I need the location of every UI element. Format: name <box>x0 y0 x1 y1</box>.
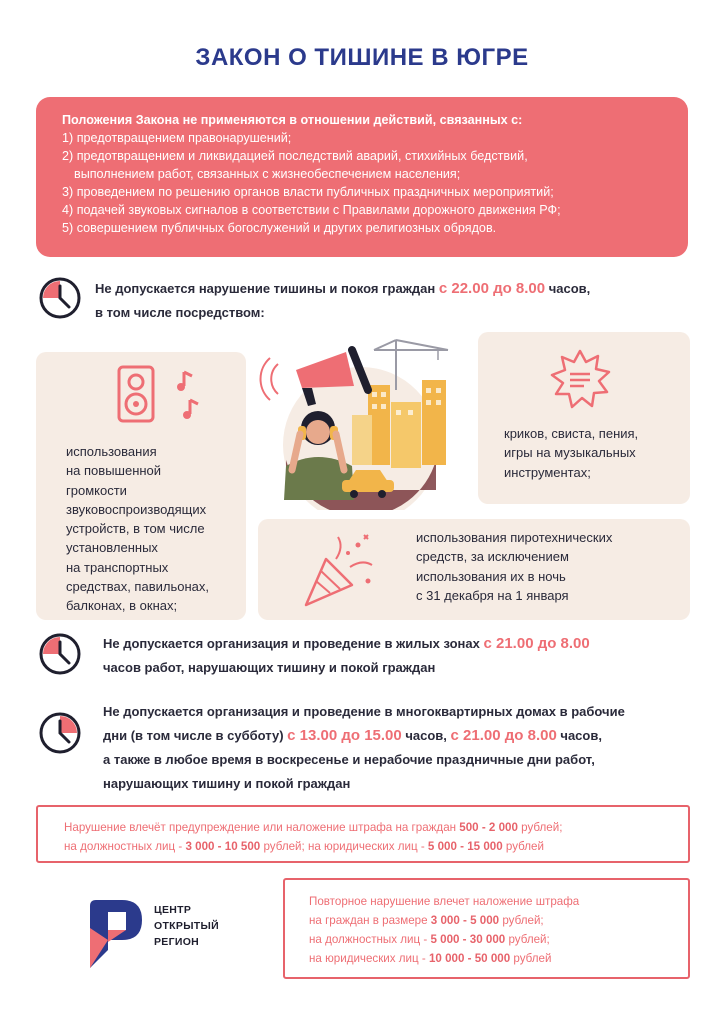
card-line: средствах, павильонах, <box>66 579 209 595</box>
rule-text: Не допускается организация и проведение в многоквартирных домах в рабочие <box>103 704 625 719</box>
clock-icon <box>38 276 82 320</box>
city-noise-illustration <box>256 330 466 510</box>
fine-text: рублей <box>510 952 552 965</box>
fine-amount: 500 - 2 000 <box>459 821 518 834</box>
card-line: на транспортных <box>66 559 169 575</box>
rule-time-highlight: с 13.00 до 15.00 <box>287 727 402 744</box>
rule-residential-zones <box>103 632 693 680</box>
card-line: балконах, в окнах; <box>66 598 178 614</box>
exception-item: 1) предотвращением правонарушений; <box>62 131 292 145</box>
fine-text: на граждан в размере <box>309 914 431 927</box>
exceptions-box <box>36 97 688 257</box>
rule-text: часов работ, нарушающих тишину и покой граждан <box>103 660 436 675</box>
fine-repeat-violation <box>283 878 690 979</box>
fine-text: Повторное нарушение влечет наложение штрафа <box>309 895 580 908</box>
rule-text: нарушающих тишину и покой граждан <box>103 776 351 791</box>
card-line: устройств, в том числе <box>66 521 205 537</box>
fine-text: рублей; <box>499 914 544 927</box>
fine-amount: 3 000 - 10 500 <box>185 840 261 853</box>
logo-text <box>154 902 219 950</box>
rule-night-quiet <box>95 277 685 325</box>
card-line: средств, за исключением <box>416 549 569 565</box>
logo-line: РЕГИОН <box>154 936 200 948</box>
party-popper-icon <box>298 529 380 611</box>
fine-first-violation <box>36 805 690 863</box>
fine-text: на должностных лиц - <box>64 840 186 853</box>
rule-text: часов, <box>556 728 602 743</box>
card-line: инструментах; <box>504 464 591 480</box>
card-shouting <box>478 332 690 504</box>
fine-text: на юридических лиц - <box>309 952 429 965</box>
exception-item: 4) подачей звуковых сигналов в соответствии с Правилами дорожного движения РФ; <box>62 203 561 217</box>
clock-icon <box>38 632 82 676</box>
card-text <box>416 528 684 605</box>
fine-amount: 3 000 - 5 000 <box>430 914 500 927</box>
fine-text: на должностных лиц - <box>309 933 431 946</box>
card-line: установленных <box>66 540 158 556</box>
rule-text: Не допускается нарушение тишины и покоя граждан <box>95 281 439 296</box>
rule-apartment-buildings <box>103 700 703 796</box>
exception-item: 2) предотвращением и ликвидацией последствий аварий, стихийных бедствий, <box>62 149 528 163</box>
music-note-icon <box>176 368 202 424</box>
card-line: с 31 декабря на 1 января <box>416 587 569 603</box>
rule-text: а также в любое время в воскресенье и нерабочие праздничные дни работ, <box>103 752 595 767</box>
fine-amount: 5 000 - 15 000 <box>427 840 503 853</box>
card-fireworks <box>258 519 690 620</box>
exception-item: выполнением работ, связанных с жизнеобеспечением населения; <box>74 167 461 181</box>
rule-text: часов, <box>545 281 591 296</box>
rule-text: в том числе посредством: <box>95 305 265 320</box>
rule-time-highlight: с 21.00 до 8.00 <box>483 635 590 652</box>
card-line: использования пиротехнических <box>416 530 613 545</box>
fine-text: Нарушение влечёт предупреждение или наложение штрафа на граждан <box>64 821 460 834</box>
rule-text: дни (в том числе в субботу) <box>103 728 288 743</box>
clock-icon <box>38 711 82 755</box>
exceptions-heading: Положения Закона не применяются в отношении действий, связанных с: <box>62 113 523 127</box>
card-text <box>66 442 241 616</box>
speaker-icon <box>116 364 176 424</box>
fine-text: рублей; <box>517 821 563 834</box>
fine-amount: 5 000 - 30 000 <box>430 933 506 946</box>
card-line: игры на музыкальных <box>504 445 636 461</box>
card-text <box>504 424 684 482</box>
open-region-logo <box>88 898 144 970</box>
card-line: использования их в ночь <box>416 568 566 584</box>
logo-line: ЦЕНТР <box>154 904 192 916</box>
card-line: громкости <box>66 482 127 498</box>
exception-item: 5) совершением публичных богослужений и других религиозных обрядов. <box>62 221 497 235</box>
card-line: на повышенной <box>66 463 162 479</box>
fine-text: рублей <box>502 840 544 853</box>
card-line: использования <box>66 444 157 459</box>
exception-item: 3) проведением по решению органов власти публичных праздничных мероприятий; <box>62 185 554 199</box>
rule-text: часов, <box>401 728 451 743</box>
fine-text: рублей; на юридических лиц - <box>260 840 428 853</box>
rule-time-highlight: с 21.00 до 8.00 <box>450 727 557 744</box>
card-line: криков, свиста, пения, <box>504 426 639 441</box>
page-title: ЗАКОН О ТИШИНЕ В ЮГРЕ <box>195 44 529 71</box>
rule-text: Не допускается организация и проведение в жилых зонах <box>103 636 484 651</box>
fine-text: рублей; <box>505 933 550 946</box>
card-line: звуковоспроизводящих <box>66 501 207 517</box>
shout-burst-icon <box>548 348 612 410</box>
logo-line: ОТКРЫТЫЙ <box>154 920 219 932</box>
rule-time-highlight: с 22.00 до 8.00 <box>438 280 546 297</box>
fine-amount: 10 000 - 50 000 <box>428 952 511 965</box>
card-loud-devices <box>36 352 246 620</box>
